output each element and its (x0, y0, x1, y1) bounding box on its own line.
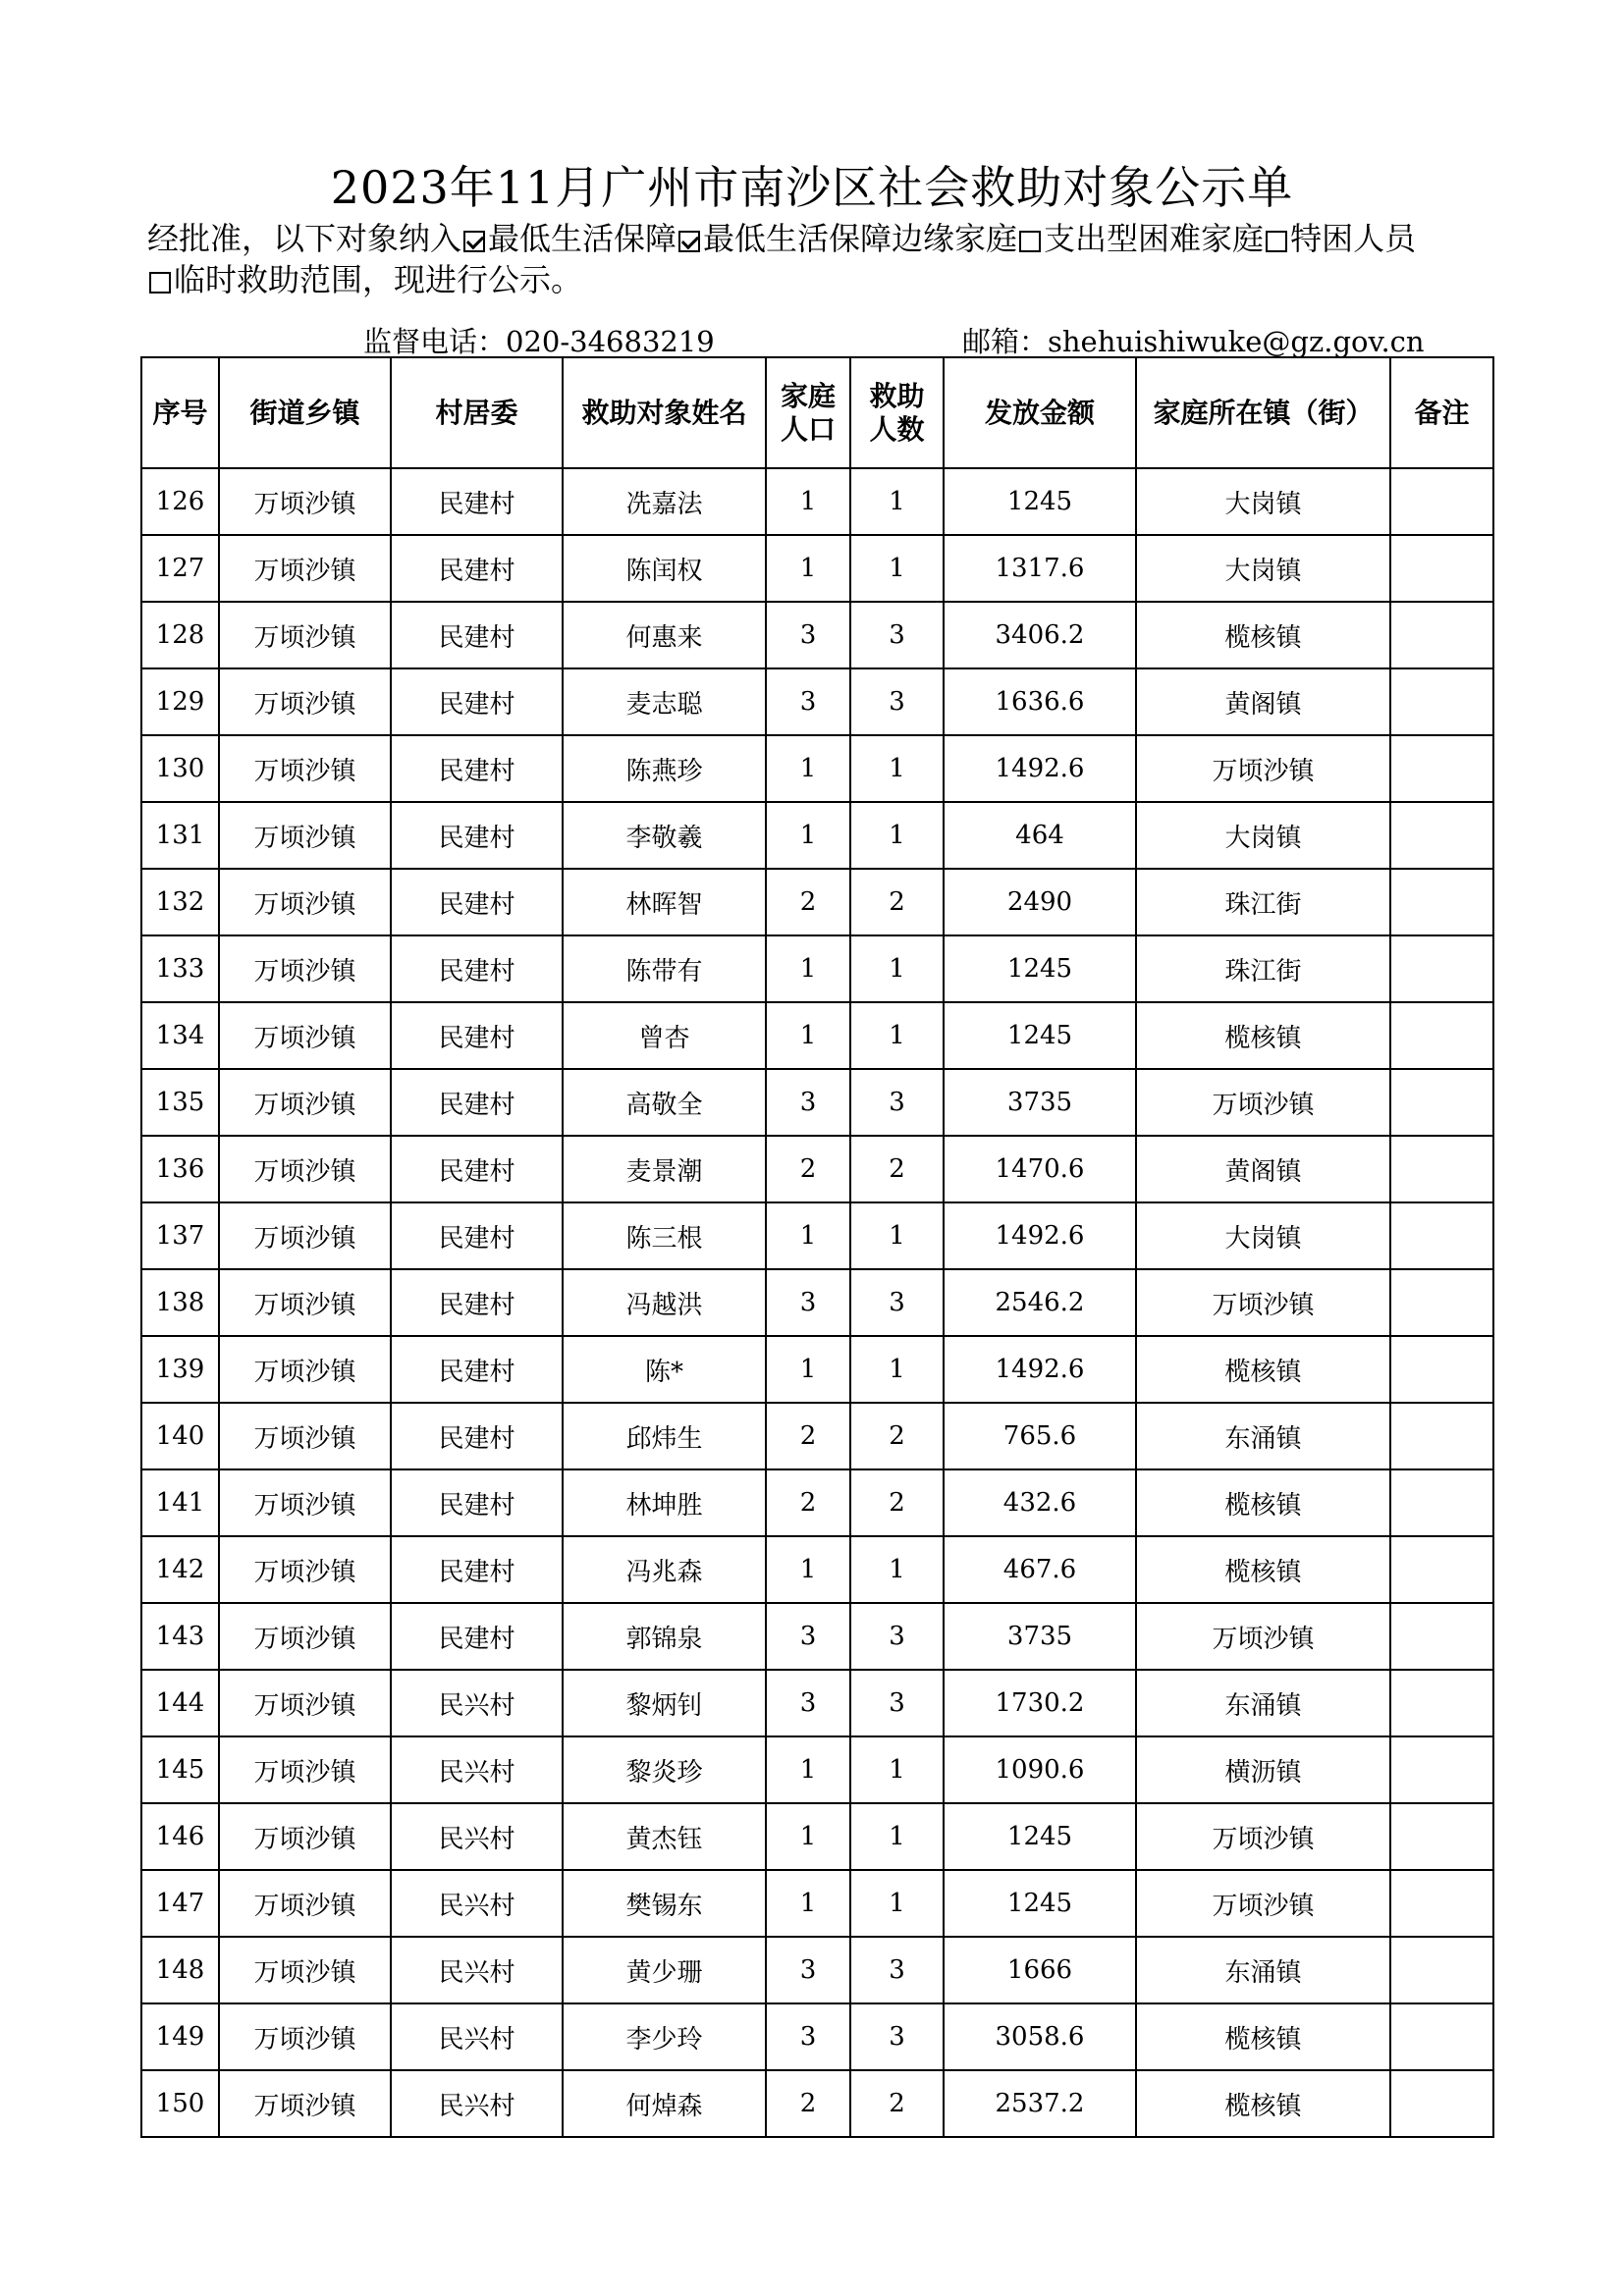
cell-index: 150 (141, 2070, 219, 2137)
cell-index: 148 (141, 1937, 219, 2003)
cell-street: 万顷沙镇 (219, 935, 391, 1002)
cell-name: 麦景潮 (563, 1136, 766, 1202)
cell-amount: 432.6 (944, 1469, 1136, 1536)
cell-remarks (1390, 735, 1493, 802)
cell-household: 2 (766, 1403, 850, 1469)
cell-index: 127 (141, 535, 219, 602)
cell-name: 邱炜生 (563, 1403, 766, 1469)
cell-aided-count: 3 (850, 1269, 944, 1336)
cell-amount: 2537.2 (944, 2070, 1136, 2137)
cell-index: 138 (141, 1269, 219, 1336)
cell-index: 144 (141, 1670, 219, 1736)
cell-aided-count: 2 (850, 1136, 944, 1202)
cell-home-town: 榄核镇 (1136, 602, 1390, 668)
cell-street: 万顷沙镇 (219, 1202, 391, 1269)
cell-aided-count: 1 (850, 1736, 944, 1803)
cell-remarks (1390, 1870, 1493, 1937)
cell-aided-count: 1 (850, 1002, 944, 1069)
cell-remarks (1390, 1803, 1493, 1870)
cell-aided-count: 1 (850, 1202, 944, 1269)
cell-index: 146 (141, 1803, 219, 1870)
cell-index: 134 (141, 1002, 219, 1069)
header-home-town: 家庭所在镇（街） (1136, 357, 1390, 468)
cell-amount: 1666 (944, 1937, 1136, 2003)
cell-street: 万顷沙镇 (219, 668, 391, 735)
cell-amount: 467.6 (944, 1536, 1136, 1603)
table-row (141, 1870, 1493, 1937)
cell-name: 樊锡东 (563, 1870, 766, 1937)
cell-street: 万顷沙镇 (219, 1870, 391, 1937)
checkbox-icon (463, 231, 485, 252)
cell-remarks (1390, 935, 1493, 1002)
table-row (141, 869, 1493, 935)
header-index: 序号 (141, 357, 219, 468)
header-remarks: 备注 (1390, 357, 1493, 468)
table-row (141, 1136, 1493, 1202)
table-row (141, 1002, 1493, 1069)
cell-remarks (1390, 602, 1493, 668)
cell-index: 147 (141, 1870, 219, 1937)
cell-household: 1 (766, 802, 850, 869)
cell-aided-count: 3 (850, 1069, 944, 1136)
table-row (141, 1803, 1493, 1870)
cell-village: 民建村 (391, 668, 563, 735)
cell-remarks (1390, 1469, 1493, 1536)
table-header-row (141, 357, 1493, 468)
table-row (141, 1670, 1493, 1736)
cell-name: 陈带有 (563, 935, 766, 1002)
cell-household: 1 (766, 1803, 850, 1870)
header-household: 家庭人口 (766, 357, 850, 468)
cell-village: 民兴村 (391, 2003, 563, 2070)
cell-index: 136 (141, 1136, 219, 1202)
cell-remarks (1390, 468, 1493, 535)
option-label: 最低生活保障边缘家庭 (703, 220, 1018, 257)
cell-remarks (1390, 1670, 1493, 1736)
cell-aided-count: 2 (850, 2070, 944, 2137)
cell-index: 135 (141, 1069, 219, 1136)
cell-home-town: 榄核镇 (1136, 2003, 1390, 2070)
header-aided-count: 救助人数 (850, 357, 944, 468)
cell-name: 陈* (563, 1336, 766, 1403)
cell-index: 139 (141, 1336, 219, 1403)
cell-home-town: 大岗镇 (1136, 535, 1390, 602)
cell-amount: 2490 (944, 869, 1136, 935)
cell-village: 民建村 (391, 869, 563, 935)
cell-village: 民建村 (391, 1269, 563, 1336)
table-row (141, 1269, 1493, 1336)
cell-remarks (1390, 1269, 1493, 1336)
cell-home-town: 万顷沙镇 (1136, 1803, 1390, 1870)
cell-street: 万顷沙镇 (219, 1469, 391, 1536)
cell-street: 万顷沙镇 (219, 869, 391, 935)
cell-street: 万顷沙镇 (219, 1736, 391, 1803)
cell-village: 民兴村 (391, 1670, 563, 1736)
cell-index: 143 (141, 1603, 219, 1670)
cell-street: 万顷沙镇 (219, 1069, 391, 1136)
cell-name: 林坤胜 (563, 1469, 766, 1536)
cell-remarks (1390, 1336, 1493, 1403)
cell-name: 高敬全 (563, 1069, 766, 1136)
cell-home-town: 横沥镇 (1136, 1736, 1390, 1803)
table-row (141, 1736, 1493, 1803)
intro-paragraph (147, 218, 1522, 300)
cell-aided-count: 3 (850, 2003, 944, 2070)
cell-name: 李敬羲 (563, 802, 766, 869)
cell-household: 1 (766, 1736, 850, 1803)
cell-aided-count: 1 (850, 802, 944, 869)
table-row (141, 1536, 1493, 1603)
cell-household: 3 (766, 1937, 850, 2003)
cell-name: 郭锦泉 (563, 1603, 766, 1670)
cell-household: 3 (766, 1069, 850, 1136)
cell-amount: 3406.2 (944, 602, 1136, 668)
cell-household: 3 (766, 1670, 850, 1736)
cell-home-town: 榄核镇 (1136, 1336, 1390, 1403)
cell-home-town: 大岗镇 (1136, 468, 1390, 535)
cell-name: 麦志聪 (563, 668, 766, 735)
cell-remarks (1390, 2070, 1493, 2137)
cell-amount: 3735 (944, 1069, 1136, 1136)
cell-village: 民兴村 (391, 1736, 563, 1803)
cell-remarks (1390, 1002, 1493, 1069)
cell-household: 2 (766, 2070, 850, 2137)
cell-street: 万顷沙镇 (219, 535, 391, 602)
cell-home-town: 万顷沙镇 (1136, 1069, 1390, 1136)
table-row (141, 535, 1493, 602)
cell-name: 林晖智 (563, 869, 766, 935)
table-row (141, 1202, 1493, 1269)
cell-aided-count: 3 (850, 1603, 944, 1670)
cell-street: 万顷沙镇 (219, 1670, 391, 1736)
cell-village: 民建村 (391, 535, 563, 602)
cell-home-town: 万顷沙镇 (1136, 1870, 1390, 1937)
cell-index: 149 (141, 2003, 219, 2070)
cell-index: 141 (141, 1469, 219, 1536)
cell-remarks (1390, 1603, 1493, 1670)
cell-home-town: 榄核镇 (1136, 1002, 1390, 1069)
table-row (141, 2070, 1493, 2137)
cell-street: 万顷沙镇 (219, 1403, 391, 1469)
intro-prefix: 经批准，以下对象纳入 (147, 220, 462, 257)
cell-village: 民建村 (391, 602, 563, 668)
table-row (141, 602, 1493, 668)
cell-village: 民建村 (391, 802, 563, 869)
cell-village: 民建村 (391, 935, 563, 1002)
checkbox-icon (1266, 231, 1287, 252)
table-body (141, 468, 1493, 2137)
cell-amount: 1317.6 (944, 535, 1136, 602)
cell-household: 1 (766, 468, 850, 535)
cell-name: 李少玲 (563, 2003, 766, 2070)
cell-remarks (1390, 1202, 1493, 1269)
cell-remarks (1390, 1536, 1493, 1603)
cell-name: 何惠来 (563, 602, 766, 668)
cell-amount: 1245 (944, 1002, 1136, 1069)
cell-amount: 765.6 (944, 1403, 1136, 1469)
header-street: 街道乡镇 (219, 357, 391, 468)
cell-amount: 2546.2 (944, 1269, 1136, 1336)
cell-amount: 1492.6 (944, 1336, 1136, 1403)
cell-amount: 1245 (944, 1870, 1136, 1937)
cell-amount: 1730.2 (944, 1670, 1136, 1736)
cell-household: 1 (766, 1336, 850, 1403)
cell-home-town: 榄核镇 (1136, 1536, 1390, 1603)
option-label: 支出型困难家庭 (1044, 220, 1265, 257)
cell-street: 万顷沙镇 (219, 1002, 391, 1069)
cell-household: 2 (766, 1136, 850, 1202)
cell-street: 万顷沙镇 (219, 2003, 391, 2070)
cell-remarks (1390, 1136, 1493, 1202)
cell-household: 1 (766, 535, 850, 602)
cell-home-town: 大岗镇 (1136, 1202, 1390, 1269)
cell-amount: 1245 (944, 935, 1136, 1002)
table-row (141, 1937, 1493, 2003)
cell-household: 1 (766, 1002, 850, 1069)
cell-household: 3 (766, 602, 850, 668)
cell-street: 万顷沙镇 (219, 1937, 391, 2003)
option-label: 最低生活保障 (488, 220, 677, 257)
cell-aided-count: 1 (850, 735, 944, 802)
cell-home-town: 东涌镇 (1136, 1403, 1390, 1469)
cell-home-town: 大岗镇 (1136, 802, 1390, 869)
header-name: 救助对象姓名 (563, 357, 766, 468)
cell-aided-count: 1 (850, 535, 944, 602)
cell-index: 128 (141, 602, 219, 668)
cell-home-town: 万顷沙镇 (1136, 735, 1390, 802)
cell-street: 万顷沙镇 (219, 1269, 391, 1336)
cell-remarks (1390, 2003, 1493, 2070)
table-row (141, 735, 1493, 802)
cell-name: 陈闰权 (563, 535, 766, 602)
cell-home-town: 万顷沙镇 (1136, 1603, 1390, 1670)
cell-street: 万顷沙镇 (219, 1603, 391, 1670)
cell-home-town: 万顷沙镇 (1136, 1269, 1390, 1336)
table-row (141, 468, 1493, 535)
cell-street: 万顷沙镇 (219, 735, 391, 802)
cell-name: 冯越洪 (563, 1269, 766, 1336)
cell-name: 何焯森 (563, 2070, 766, 2137)
cell-village: 民建村 (391, 1136, 563, 1202)
cell-village: 民建村 (391, 1603, 563, 1670)
cell-remarks (1390, 535, 1493, 602)
cell-household: 1 (766, 1202, 850, 1269)
cell-index: 140 (141, 1403, 219, 1469)
cell-remarks (1390, 869, 1493, 935)
cell-index: 126 (141, 468, 219, 535)
cell-village: 民建村 (391, 1202, 563, 1269)
cell-home-town: 珠江街 (1136, 869, 1390, 935)
cell-name: 冯兆森 (563, 1536, 766, 1603)
cell-aided-count: 1 (850, 935, 944, 1002)
cell-village: 民兴村 (391, 1937, 563, 2003)
header-amount: 发放金额 (944, 357, 1136, 468)
cell-aided-count: 3 (850, 1937, 944, 2003)
cell-street: 万顷沙镇 (219, 1336, 391, 1403)
cell-amount: 464 (944, 802, 1136, 869)
table-row (141, 668, 1493, 735)
cell-index: 133 (141, 935, 219, 1002)
cell-amount: 3735 (944, 1603, 1136, 1670)
header-village: 村居委 (391, 357, 563, 468)
cell-village: 民兴村 (391, 2070, 563, 2137)
cell-street: 万顷沙镇 (219, 1803, 391, 1870)
cell-amount: 1636.6 (944, 668, 1136, 735)
document-title: 2023年11月广州市南沙区社会救助对象公示单 (330, 161, 1294, 214)
cell-index: 132 (141, 869, 219, 935)
cell-village: 民建村 (391, 1336, 563, 1403)
table-row (141, 1336, 1493, 1403)
cell-village: 民建村 (391, 1536, 563, 1603)
table-row (141, 802, 1493, 869)
cell-amount: 1492.6 (944, 735, 1136, 802)
cell-village: 民建村 (391, 1403, 563, 1469)
cell-street: 万顷沙镇 (219, 468, 391, 535)
cell-aided-count: 1 (850, 1870, 944, 1937)
cell-index: 145 (141, 1736, 219, 1803)
cell-name: 黎炎珍 (563, 1736, 766, 1803)
cell-home-town: 榄核镇 (1136, 1469, 1390, 1536)
cell-village: 民建村 (391, 468, 563, 535)
cell-index: 137 (141, 1202, 219, 1269)
cell-home-town: 东涌镇 (1136, 1670, 1390, 1736)
cell-household: 2 (766, 869, 850, 935)
cell-remarks (1390, 668, 1493, 735)
cell-aided-count: 3 (850, 1670, 944, 1736)
cell-name: 黄杰钰 (563, 1803, 766, 1870)
cell-street: 万顷沙镇 (219, 2070, 391, 2137)
cell-household: 3 (766, 668, 850, 735)
cell-amount: 1245 (944, 1803, 1136, 1870)
cell-remarks (1390, 1736, 1493, 1803)
table-row (141, 2003, 1493, 2070)
cell-aided-count: 1 (850, 1336, 944, 1403)
table-row (141, 1603, 1493, 1670)
cell-name: 黄少珊 (563, 1937, 766, 2003)
cell-index: 131 (141, 802, 219, 869)
cell-household: 1 (766, 1870, 850, 1937)
cell-home-town: 黄阁镇 (1136, 668, 1390, 735)
assistance-table (140, 356, 1494, 2138)
cell-remarks (1390, 802, 1493, 869)
cell-aided-count: 1 (850, 468, 944, 535)
cell-remarks (1390, 1069, 1493, 1136)
cell-household: 1 (766, 935, 850, 1002)
table-row (141, 1469, 1493, 1536)
cell-amount: 3058.6 (944, 2003, 1136, 2070)
cell-name: 曾杏 (563, 1002, 766, 1069)
cell-index: 130 (141, 735, 219, 802)
cell-aided-count: 2 (850, 1403, 944, 1469)
option-label: 特困人员 (1290, 220, 1417, 257)
checkbox-icon (1019, 231, 1041, 252)
supervision-phone: 监督电话：020-34683219 (363, 325, 715, 358)
cell-village: 民建村 (391, 1069, 563, 1136)
cell-name: 冼嘉法 (563, 468, 766, 535)
checkbox-icon (149, 272, 171, 294)
cell-amount: 1470.6 (944, 1136, 1136, 1202)
cell-name: 黎炳钊 (563, 1670, 766, 1736)
cell-aided-count: 3 (850, 602, 944, 668)
cell-amount: 1492.6 (944, 1202, 1136, 1269)
option-label: 临时救助范围，现进行公示。 (174, 261, 583, 298)
cell-name: 陈燕珍 (563, 735, 766, 802)
cell-household: 3 (766, 1269, 850, 1336)
cell-household: 1 (766, 735, 850, 802)
cell-remarks (1390, 1403, 1493, 1469)
cell-name: 陈三根 (563, 1202, 766, 1269)
cell-street: 万顷沙镇 (219, 1536, 391, 1603)
cell-home-town: 珠江街 (1136, 935, 1390, 1002)
cell-home-town: 榄核镇 (1136, 2070, 1390, 2137)
contact-email: 邮箱：shehuishiwuke@gz.gov.cn (962, 325, 1425, 358)
cell-village: 民建村 (391, 735, 563, 802)
table-row (141, 1069, 1493, 1136)
cell-home-town: 黄阁镇 (1136, 1136, 1390, 1202)
cell-remarks (1390, 1937, 1493, 2003)
table-row (141, 935, 1493, 1002)
table-row (141, 1403, 1493, 1469)
cell-household: 2 (766, 1469, 850, 1536)
cell-village: 民建村 (391, 1002, 563, 1069)
cell-aided-count: 1 (850, 1536, 944, 1603)
cell-aided-count: 1 (850, 1803, 944, 1870)
checkbox-icon (678, 231, 700, 252)
cell-aided-count: 2 (850, 869, 944, 935)
cell-aided-count: 2 (850, 1469, 944, 1536)
cell-aided-count: 3 (850, 668, 944, 735)
cell-amount: 1245 (944, 468, 1136, 535)
cell-village: 民兴村 (391, 1803, 563, 1870)
cell-household: 3 (766, 1603, 850, 1670)
cell-village: 民建村 (391, 1469, 563, 1536)
cell-household: 3 (766, 2003, 850, 2070)
cell-home-town: 东涌镇 (1136, 1937, 1390, 2003)
cell-amount: 1090.6 (944, 1736, 1136, 1803)
cell-street: 万顷沙镇 (219, 802, 391, 869)
cell-street: 万顷沙镇 (219, 1136, 391, 1202)
cell-street: 万顷沙镇 (219, 602, 391, 668)
cell-village: 民兴村 (391, 1870, 563, 1937)
cell-index: 129 (141, 668, 219, 735)
cell-household: 1 (766, 1536, 850, 1603)
cell-index: 142 (141, 1536, 219, 1603)
